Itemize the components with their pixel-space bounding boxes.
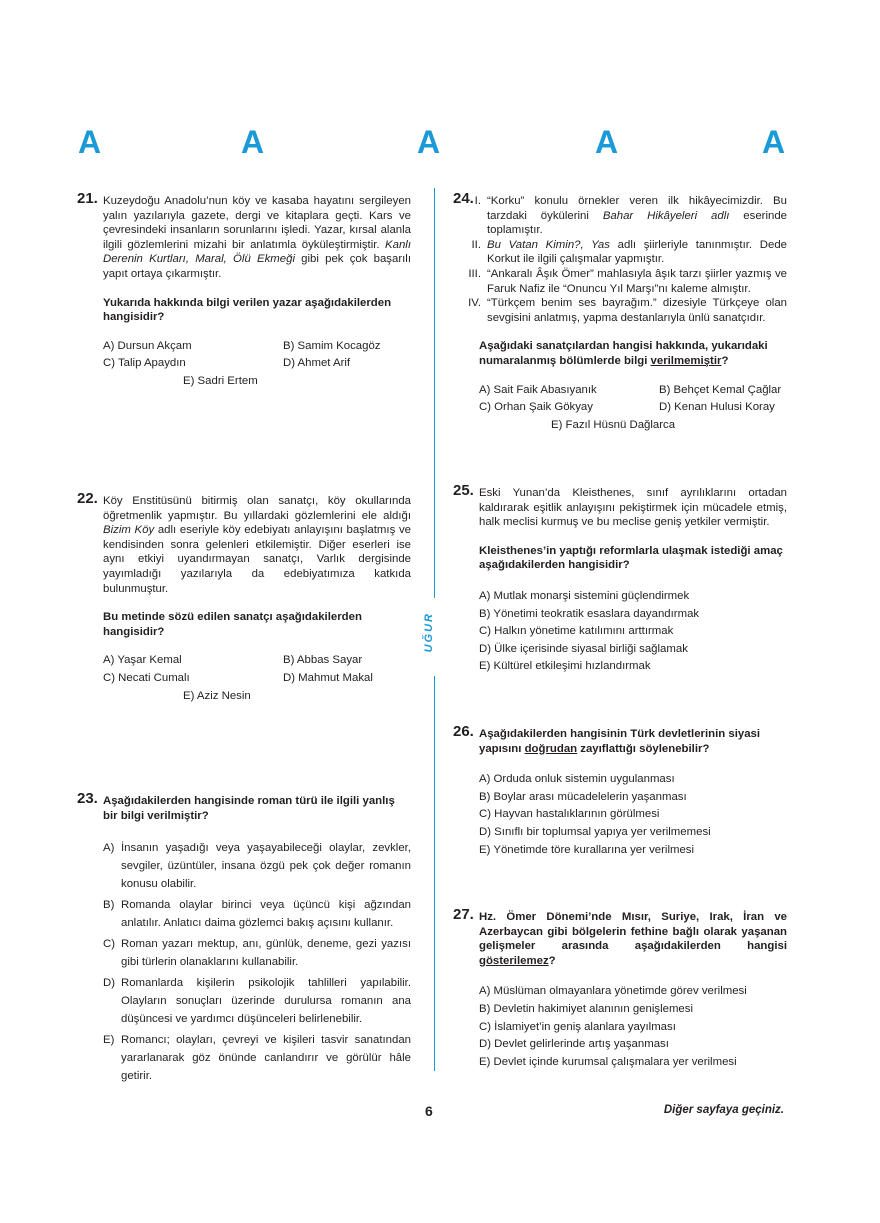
option-e[interactable]: E) Aziz Nesin (183, 689, 251, 702)
booklet-letter-2: A (241, 124, 265, 160)
numbered-item-4: IV. “Türkçem benim ses bayrağım.” dizesiyle Türkçeye olan sevgisini anlatmış, yapma destanlarıyla ünlü sanatçıdır. (468, 297, 787, 324)
question-stem (453, 190, 788, 325)
numbered-item-1: I. “Korku” konulu örnekler veren ilk hikâyecimizdir. Bu tarzdaki öykülerini Bahar Hikâyeleri adlı eserinde toplamıştır. (474, 195, 787, 237)
question-stem: Eski Yunan’da Kleisthenes, sınıf ayrılıklarını ortadan kaldırarak eşitlik anlayışını pekiştirmek için mücadele etmiş, halk meclisi kurmuş ve bu meclise geniş yetkiler vermiştir. (479, 487, 787, 529)
question-21 (77, 190, 411, 389)
question-25 (453, 482, 787, 677)
option-b[interactable]: B) Abbas Sayar (283, 654, 363, 667)
question-prompt: Aşağıdakilerden hangisinin Türk devletlerinin siyasi yapısını doğrudan zayıflattığı söylenebilir? (479, 728, 761, 755)
option-e[interactable]: E) Kültürel etkileşimi hızlandırmak (479, 660, 651, 673)
option-e[interactable]: E) Yönetimde töre kurallarına yer verilmesi (479, 843, 695, 856)
answer-options (479, 772, 787, 857)
option-c[interactable]: C) Roman yazarı mektup, anı, günlük, deneme, gezi yazısı gibi türlerin olanaklarını kullanabilir. (103, 938, 411, 969)
question-number: 24. (453, 190, 474, 207)
booklet-letter-3: A (417, 124, 441, 160)
booklet-letter-5: A (762, 124, 786, 160)
option-c[interactable]: C) Talip Apaydın (103, 357, 186, 370)
answer-options (479, 383, 787, 433)
question-27 (453, 906, 787, 1072)
option-a[interactable]: A) Orduda onluk sistemin uygulanması (479, 773, 675, 786)
numbered-item-3: III. “Ankaralı Âşık Ömer” mahlasıyla âşık tarzı şiirler yazmış ve Faruk Nafiz ile “Onuncu Yıl Marşı”nı kaleme almıştır. (468, 267, 787, 295)
question-prompt: Bu metinde sözü edilen sanatçı aşağıdakilerden hangisidir? (103, 611, 362, 638)
question-stem: Kuzeydoğu Anadolu’nun köy ve kasaba hayatını sergileyen yalın yazılarıyla gazete, dergi ve kitaplara geçti. Kars ve çevresindeki insanların sorunlarını işledi. Yazar, kırsal alanla ilgili gözlemlerini mizahi bir anlatımla öyküleştirmiştir. Kanlı Derenin Kurtları, Maral, Ölü Ekmeği gibi pek çok başarılı yapıt ortaya çıkarmıştır. (103, 195, 411, 280)
question-22 (77, 490, 411, 703)
option-d[interactable]: D) Sınıflı bir toplumsal yapıya yer verilmemesi (479, 825, 711, 838)
option-a[interactable]: A) Sait Faik Abasıyanık (479, 383, 597, 396)
option-e[interactable]: E) Sadri Ertem (183, 374, 258, 387)
column-divider-top (434, 188, 435, 598)
question-prompt: Aşağıdaki sanatçılardan hangisi hakkında, yukarıdaki numaralanmış bölümlerde bilgi verilmemiştir? (479, 340, 768, 367)
booklet-letter-1: A (78, 124, 102, 160)
option-b[interactable]: B) Yönetimi teokratik esaslara dayandırmak (479, 607, 700, 620)
page-number: 6 (425, 1103, 433, 1119)
option-a[interactable]: A) Dursun Akçam (103, 339, 192, 352)
option-a[interactable]: A) Yaşar Kemal (103, 654, 182, 667)
option-c[interactable]: C) Orhan Şaik Gökyay (479, 401, 593, 414)
option-b[interactable]: B) Romanda olaylar birinci veya üçüncü kişi ağzından anlatılır. Anlatıcı daima gözlemci bakış açısını kullanır. (103, 899, 411, 930)
question-number: 22. (77, 490, 98, 507)
option-d[interactable]: D) Ülke içerisinde siyasal birliği sağlamak (479, 642, 688, 655)
column-divider-bottom (434, 676, 435, 1071)
question-stem: Köy Enstitüsünü bitirmiş olan sanatçı, köy okullarında öğretmenlik yapmıştır. Bu yıllardaki gözlemlerini ele aldığı Bizim Köy adlı eseriyle köy edebiyatı anlayışını başlatmış ve kendisinden sonra gelenleri etkilemiştir. Diğer eserleri ise aynı etkiyi uyandırmayan sanatçı, Varlık dergisinde yayımladığı yazılarıyla da edebiyatımıza katkıda bulunmuştur. (103, 495, 411, 595)
option-b[interactable]: B) Boylar arası mücadelelerin yaşanması (479, 790, 687, 803)
question-prompt: Aşağıdakilerden hangisinde roman türü ile ilgili yanlış bir bilgi verilmiştir? (103, 795, 395, 822)
question-number: 21. (77, 190, 98, 207)
option-a[interactable]: A) Mutlak monarşi sistemini güçlendirmek (479, 589, 690, 602)
question-24 (453, 190, 788, 432)
option-d[interactable]: D) Romanlarda kişilerin psikolojik tahlilleri yapılabilir. Olayların sonuçları üzerinde durulursa romanın ana düşüncesi ve yardımcı düşünceleri belirlenebilir. (103, 977, 411, 1026)
option-a[interactable]: A) Müslüman olmayanlara yönetimde görev verilmesi (479, 985, 747, 998)
question-prompt: Hz. Ömer Dönemi’nde Mısır, Suriye, Irak, İran ve Azerbaycan gibi bölgelerin fethine bağlı olarak yaşanan gelişmeler arasında aşağıdakilerden hangisi gösterilemez? (479, 911, 787, 967)
answer-options (103, 339, 411, 389)
question-prompt: Yukarıda hakkında bilgi verilen yazar aşağıdakilerden hangisidir? (103, 296, 392, 324)
option-b[interactable]: B) Devletin hakimiyet alanının genişlemesi (479, 1002, 693, 1015)
option-c[interactable]: C) İslamiyet’in geniş alanlara yayılması (479, 1020, 676, 1033)
option-c[interactable]: C) Halkın yönetime katılımını arttırmak (479, 625, 674, 638)
option-d[interactable]: D) Kenan Hulusi Koray (659, 401, 775, 414)
question-number: 25. (453, 482, 474, 499)
question-26 (453, 723, 787, 860)
question-number: 27. (453, 906, 474, 923)
answer-options (103, 839, 411, 1085)
question-23 (77, 790, 411, 1088)
option-e[interactable]: E) Devlet içinde kurumsal çalışmalara yer verilmesi (479, 1055, 737, 1068)
option-e[interactable]: E) Romancı; olayları, çevreyi ve kişileri tasvir sanatından yararlanarak göz önünde canlandırır ve görülür hâle getirir. (103, 1034, 411, 1083)
option-b[interactable]: B) Samim Kocagöz (283, 339, 381, 352)
brand-label: UĞUR (423, 612, 435, 653)
option-c[interactable]: C) Hayvan hastalıklarının görülmesi (479, 808, 660, 821)
option-c[interactable]: C) Necati Cumalı (103, 671, 190, 684)
option-e[interactable]: E) Fazıl Hüsnü Dağlarca (551, 418, 676, 431)
next-page-note: Diğer sayfaya geçiniz. (663, 1104, 784, 1116)
answer-options (103, 653, 411, 703)
option-b[interactable]: B) Behçet Kemal Çağlar (659, 383, 782, 396)
answer-options (479, 589, 787, 674)
option-d[interactable]: D) Devlet gelirlerinde artış yaşanması (479, 1038, 669, 1051)
question-number: 26. (453, 723, 474, 740)
question-number: 23. (77, 790, 98, 807)
option-d[interactable]: D) Mahmut Makal (283, 671, 373, 684)
numbered-item-2: II. Bu Vatan Kimin?, Yas adlı şiirleriyle tanınmıştır. Dede Korkut ile ilgili çalışmalar yapmıştır. (471, 238, 788, 266)
answer-options (479, 984, 787, 1069)
option-d[interactable]: D) Ahmet Arif (283, 357, 351, 370)
booklet-letter-4: A (595, 124, 619, 160)
question-prompt: Kleisthenes’in yaptığı reformlarla ulaşmak istediği amaç aşağıdakilerden hangisidir? (479, 544, 783, 572)
option-a[interactable]: A) İnsanın yaşadığı veya yaşayabileceği olaylar, zevkler, sevgiler, üzüntüler, insana özgü pek çok değer romanın konusu olabilir. (103, 842, 411, 891)
